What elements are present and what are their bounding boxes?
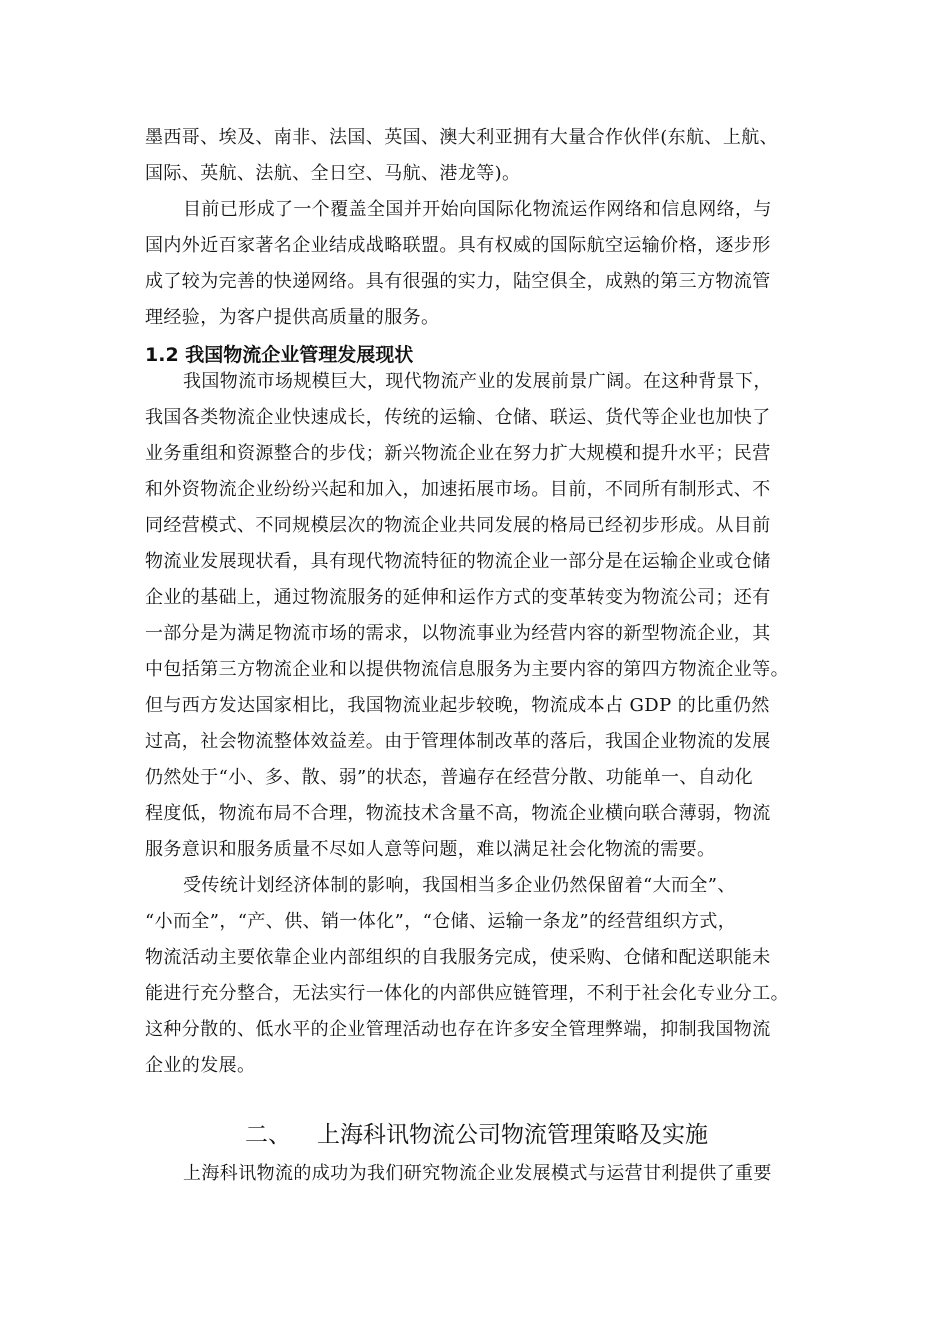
text-line: 国际、英航、法航、全日空、马航、港龙等)。: [145, 163, 521, 184]
section-heading: 1.2 我国物流企业管理发展现状: [145, 344, 414, 366]
text-line: 仍然处于“小、多、散、弱”的状态，普遍存在经营分散、功能单一、自动化: [145, 767, 754, 788]
text-line: “小而全”，“产、供、销一体化”，“仓储、运输一条龙”的经营组织方式，: [145, 911, 737, 932]
text-line: 企业的基础上，通过物流服务的延伸和运作方式的变革转变为物流公司；还有: [145, 587, 771, 608]
text-line: 受传统计划经济体制的影响，我国相当多企业仍然保留着“大而全”、: [183, 875, 736, 896]
text-line: 成了较为完善的快递网络。具有很强的实力，陆空俱全，成熟的第三方物流管: [145, 271, 771, 292]
text-line: 业务重组和资源整合的步伐；新兴物流企业在努力扩大规模和提升水平；民营: [145, 443, 771, 464]
text-line: 我国物流市场规模巨大，现代物流产业的发展前景广阔。在这种背景下，: [183, 371, 772, 392]
text-line: 但与西方发达国家相比，我国物流业起步较晚，物流成本占 GDP 的比重仍然: [145, 695, 770, 716]
text-line: 国内外近百家著名企业结成战略联盟。具有权威的国际航空运输价格，逐步形: [145, 235, 771, 256]
text-line: 目前已形成了一个覆盖全国并开始向国际化物流运作网络和信息网络，与: [183, 199, 772, 220]
text-line: 上海科讯物流的成功为我们研究物流企业发展模式与运营甘利提供了重要: [183, 1163, 772, 1184]
text-line: 这种分散的、低水平的企业管理活动也存在许多安全管理弊端，抑制我国物流: [145, 1019, 771, 1040]
text-line: 能进行充分整合，无法实行一体化的内部供应链管理，不利于社会化专业分工。: [145, 983, 789, 1004]
text-line: 企业的发展。: [145, 1055, 256, 1076]
chapter-title: 上海科讯物流公司物流管理策略及实施: [317, 1122, 708, 1148]
text-line: 过高，社会物流整体效益差。由于管理体制改革的落后，我国企业物流的发展: [145, 731, 771, 752]
text-line: 物流业发展现状看，具有现代物流特征的物流企业一部分是在运输企业或仓储: [145, 551, 771, 572]
text-line: 服务意识和服务质量不尽如人意等问题，难以满足社会化物流的需要。: [145, 839, 716, 860]
text-line: 同经营模式、不同规模层次的物流企业共同发展的格局已经初步形成。从目前: [145, 515, 771, 536]
text-line: 中包括第三方物流企业和以提供物流信息服务为主要内容的第四方物流企业等。: [145, 659, 789, 680]
chapter-number: 二、: [245, 1122, 291, 1148]
text-line: 物流活动主要依靠企业内部组织的自我服务完成，使采购、仓储和配送职能未: [145, 947, 771, 968]
text-line: 我国各类物流企业快速成长，传统的运输、仓储、联运、货代等企业也加快了: [145, 407, 771, 428]
text-line: 程度低，物流布局不合理，物流技术含量不高，物流企业横向联合薄弱，物流: [145, 803, 771, 824]
text-line: 一部分是为满足物流市场的需求，以物流事业为经营内容的新型物流企业，其: [145, 623, 771, 644]
chapter-heading: [245, 1120, 708, 1150]
text-line: 理经验，为客户提供高质量的服务。: [145, 307, 440, 328]
text-line: 和外资物流企业纷纷兴起和加入，加速拓展市场。目前，不同所有制形式、不: [145, 479, 771, 500]
text-line: 墨西哥、埃及、南非、法国、英国、澳大利亚拥有大量合作伙伴(东航、上航、: [145, 127, 779, 148]
